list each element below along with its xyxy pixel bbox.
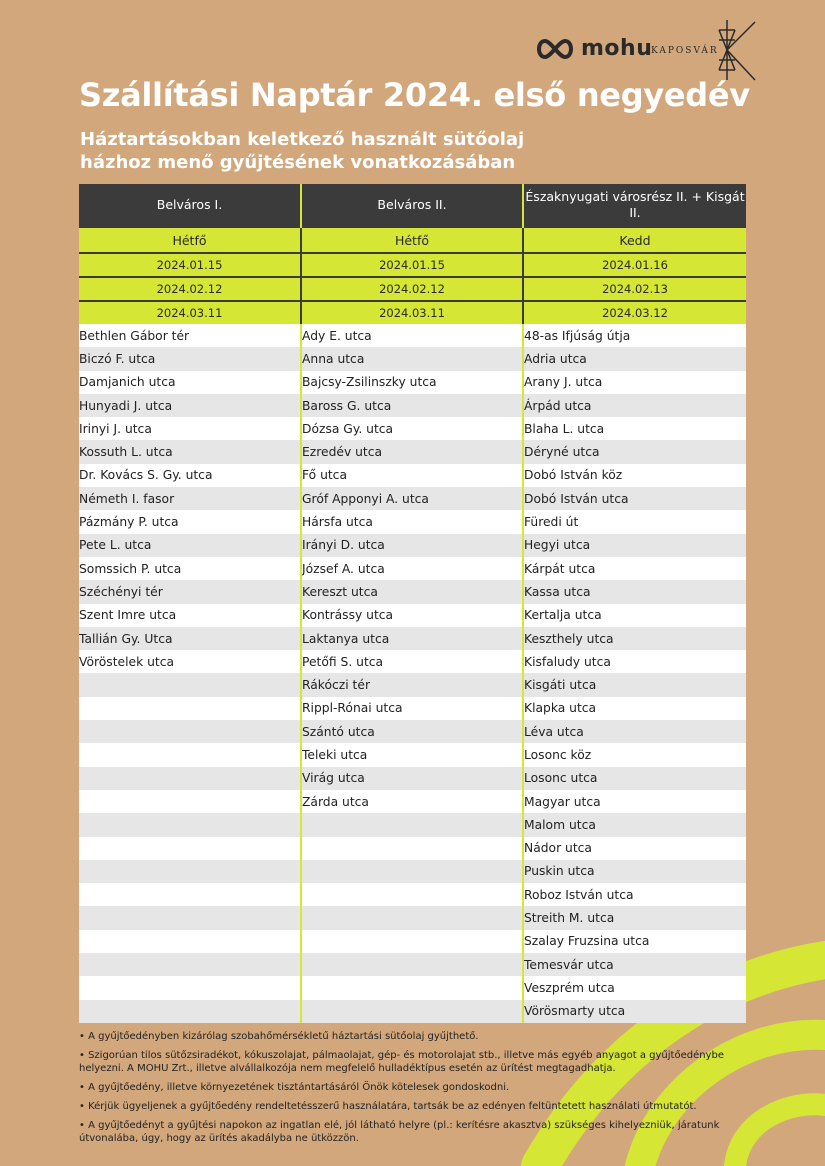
- page-title: Szállítási Naptár 2024. első negyedév: [79, 76, 750, 114]
- street-cell: Baross G. utca: [301, 394, 523, 417]
- street-row: [79, 837, 746, 860]
- street-cell: Vöröstelek utca: [79, 650, 301, 673]
- street-cell: Árpád utca: [523, 394, 746, 417]
- street-cell: Dobó István utca: [523, 487, 746, 510]
- street-cell: Szalay Fruzsina utca: [523, 930, 746, 953]
- street-row: [79, 953, 746, 976]
- date-cell: 2024.01.15: [79, 253, 301, 277]
- street-cell: Losonc köz: [523, 743, 746, 766]
- street-row: [79, 534, 746, 557]
- street-row: [79, 767, 746, 790]
- street-cell: [301, 860, 523, 883]
- date-row: [79, 301, 746, 324]
- street-cell: Kontrássy utca: [301, 604, 523, 627]
- street-cell: [301, 930, 523, 953]
- street-cell: Rippl-Rónai utca: [301, 697, 523, 720]
- date-cell: 2024.01.16: [523, 253, 746, 277]
- street-row: [79, 883, 746, 906]
- street-cell: Teleki utca: [301, 743, 523, 766]
- street-cell: Irinyi J. utca: [79, 417, 301, 440]
- street-cell: Ezredév utca: [301, 440, 523, 463]
- date-cell: 2024.03.11: [79, 301, 301, 324]
- street-row: [79, 347, 746, 370]
- date-cell: 2024.02.12: [79, 277, 301, 301]
- note-item: • Szigorúan tilos sütőzsiradékot, kókuszolajat, pálmaolajat, gép- és motorolajat stb., illetve más egyéb anyagot a gyűjtőedénybe helyezni. A MOHU Zrt., illetve alvállalkozója nem megfelelő hulladéktípus esetén az ürítést megtagadhatja.: [79, 1050, 724, 1074]
- street-cell: [79, 743, 301, 766]
- street-cell: Kisfaludy utca: [523, 650, 746, 673]
- street-cell: Németh I. fasor: [79, 487, 301, 510]
- street-cell: [79, 673, 301, 696]
- street-cell: Dózsa Gy. utca: [301, 417, 523, 440]
- street-cell: Anna utca: [301, 347, 523, 370]
- street-cell: Malom utca: [523, 813, 746, 836]
- street-cell: Vörösmarty utca: [523, 1000, 746, 1023]
- street-row: [79, 394, 746, 417]
- street-cell: Blaha L. utca: [523, 417, 746, 440]
- mohu-infinity-icon: [535, 37, 575, 61]
- street-cell: Virág utca: [301, 767, 523, 790]
- street-cell: Losonc utca: [523, 767, 746, 790]
- street-row: [79, 324, 746, 347]
- street-row: [79, 604, 746, 627]
- street-cell: [79, 883, 301, 906]
- street-cell: [79, 976, 301, 999]
- page-subtitle: [80, 128, 524, 174]
- street-row: [79, 627, 746, 650]
- district-header: Belváros II.: [301, 184, 523, 227]
- street-cell: Arany J. utca: [523, 371, 746, 394]
- district-header-row: [79, 184, 746, 227]
- date-row: [79, 277, 746, 301]
- street-cell: Hegyi utca: [523, 534, 746, 557]
- street-cell: Temesvár utca: [523, 953, 746, 976]
- street-row: [79, 790, 746, 813]
- kaposvar-wordmark: KAPOSVÁR: [651, 46, 719, 56]
- street-row: [79, 906, 746, 929]
- street-cell: [79, 930, 301, 953]
- district-header: Belváros I.: [79, 184, 301, 227]
- street-cell: Roboz István utca: [523, 883, 746, 906]
- street-cell: [79, 720, 301, 743]
- street-cell: Klapka utca: [523, 697, 746, 720]
- street-cell: Gróf Apponyi A. utca: [301, 487, 523, 510]
- street-cell: Adria utca: [523, 347, 746, 370]
- street-cell: [79, 1000, 301, 1023]
- street-cell: Veszprém utca: [523, 976, 746, 999]
- street-cell: Petőfi S. utca: [301, 650, 523, 673]
- street-row: [79, 510, 746, 533]
- street-row: [79, 371, 746, 394]
- street-row: [79, 1000, 746, 1023]
- street-row: [79, 487, 746, 510]
- street-cell: Kassa utca: [523, 580, 746, 603]
- note-item: • Kérjük ügyeljenek a gyűjtőedény rendeltetésszerű használatára, tartsák be az edényen feltüntetett használati útmutatót.: [79, 1101, 697, 1112]
- street-cell: Irányi D. utca: [301, 534, 523, 557]
- street-cell: Dr. Kovács S. Gy. utca: [79, 464, 301, 487]
- street-row: [79, 976, 746, 999]
- street-cell: Magyar utca: [523, 790, 746, 813]
- date-cell: 2024.02.13: [523, 277, 746, 301]
- street-cell: Dobó István köz: [523, 464, 746, 487]
- street-cell: [79, 953, 301, 976]
- street-cell: [301, 837, 523, 860]
- street-cell: Ady E. utca: [301, 324, 523, 347]
- street-cell: Streith M. utca: [523, 906, 746, 929]
- date-cell: 2024.03.11: [301, 301, 523, 324]
- street-cell: [301, 906, 523, 929]
- street-row: [79, 464, 746, 487]
- street-cell: [79, 813, 301, 836]
- street-cell: Nádor utca: [523, 837, 746, 860]
- note-item: • A gyűjtőedény, illetve környezetének tisztántartásáról Önök kötelesek gondoskodni.: [79, 1082, 510, 1093]
- street-row: [79, 440, 746, 463]
- street-list: [79, 324, 746, 1023]
- weekday-cell: Hétfő: [79, 227, 301, 253]
- street-cell: [301, 1000, 523, 1023]
- street-cell: Kertalja utca: [523, 604, 746, 627]
- street-cell: [79, 837, 301, 860]
- street-row: [79, 557, 746, 580]
- weekday-row: [79, 227, 746, 253]
- street-cell: Szent Imre utca: [79, 604, 301, 627]
- street-row: [79, 673, 746, 696]
- street-cell: Kisgáti utca: [523, 673, 746, 696]
- district-header: Északnyugati városrész II. + Kisgát II.: [523, 184, 746, 227]
- street-cell: 48-as Ifjúság útja: [523, 324, 746, 347]
- date-cell: 2024.02.12: [301, 277, 523, 301]
- street-cell: Fő utca: [301, 464, 523, 487]
- note-item: • A gyűjtőedényt a gyűjtési napokon az ingatlan elé, jól látható helyre (pl.: kerítésre akasztva) szükséges kihelyezniük, járatunk útvonalába, úgy, hogy az ürítés akadályba ne ütközzön.: [79, 1120, 720, 1144]
- street-cell: Bajcsy-Zsilinszky utca: [301, 371, 523, 394]
- street-row: [79, 580, 746, 603]
- street-row: [79, 417, 746, 440]
- street-cell: Tallián Gy. Utca: [79, 627, 301, 650]
- street-cell: Damjanich utca: [79, 371, 301, 394]
- subtitle-line-2: házhoz menő gyűjtésének vonatkozásában: [80, 152, 516, 173]
- schedule-table: [79, 184, 746, 1023]
- street-cell: [301, 953, 523, 976]
- street-cell: Keszthely utca: [523, 627, 746, 650]
- date-cell: 2024.03.12: [523, 301, 746, 324]
- notes-section: [79, 1030, 759, 1151]
- street-cell: [79, 697, 301, 720]
- street-cell: Puskin utca: [523, 860, 746, 883]
- street-cell: Szántó utca: [301, 720, 523, 743]
- street-row: [79, 720, 746, 743]
- street-cell: [301, 813, 523, 836]
- subtitle-line-1: Háztartásokban keletkező használt sütőolaj: [80, 129, 525, 150]
- street-cell: Hársfa utca: [301, 510, 523, 533]
- street-cell: Füredi út: [523, 510, 746, 533]
- street-cell: Somssich P. utca: [79, 557, 301, 580]
- street-cell: Pete L. utca: [79, 534, 301, 557]
- street-cell: Léva utca: [523, 720, 746, 743]
- street-cell: Széchényi tér: [79, 580, 301, 603]
- street-cell: Laktanya utca: [301, 627, 523, 650]
- street-cell: [79, 790, 301, 813]
- street-cell: Biczó F. utca: [79, 347, 301, 370]
- street-cell: [79, 860, 301, 883]
- street-row: [79, 930, 746, 953]
- street-row: [79, 697, 746, 720]
- street-cell: Kossuth L. utca: [79, 440, 301, 463]
- street-cell: Hunyadi J. utca: [79, 394, 301, 417]
- date-row: [79, 253, 746, 277]
- street-cell: [79, 906, 301, 929]
- street-cell: Kereszt utca: [301, 580, 523, 603]
- weekday-cell: Kedd: [523, 227, 746, 253]
- street-row: [79, 860, 746, 883]
- note-item: • A gyűjtőedényben kizárólag szobahőmérsékletű háztartási sütőolaj gyűjthető.: [79, 1031, 479, 1042]
- kaposvar-emblem-icon: [715, 18, 759, 82]
- street-cell: Zárda utca: [301, 790, 523, 813]
- street-cell: [301, 976, 523, 999]
- street-cell: Kárpát utca: [523, 557, 746, 580]
- mohu-logo: [535, 36, 652, 61]
- street-cell: Rákóczi tér: [301, 673, 523, 696]
- street-row: [79, 743, 746, 766]
- street-cell: Pázmány P. utca: [79, 510, 301, 533]
- weekday-cell: Hétfő: [301, 227, 523, 253]
- street-cell: Déryné utca: [523, 440, 746, 463]
- street-row: [79, 650, 746, 673]
- mohu-wordmark: mohu: [581, 36, 653, 61]
- street-cell: József A. utca: [301, 557, 523, 580]
- street-row: [79, 813, 746, 836]
- date-cell: 2024.01.15: [301, 253, 523, 277]
- street-cell: Bethlen Gábor tér: [79, 324, 301, 347]
- street-cell: [79, 767, 301, 790]
- street-cell: [301, 883, 523, 906]
